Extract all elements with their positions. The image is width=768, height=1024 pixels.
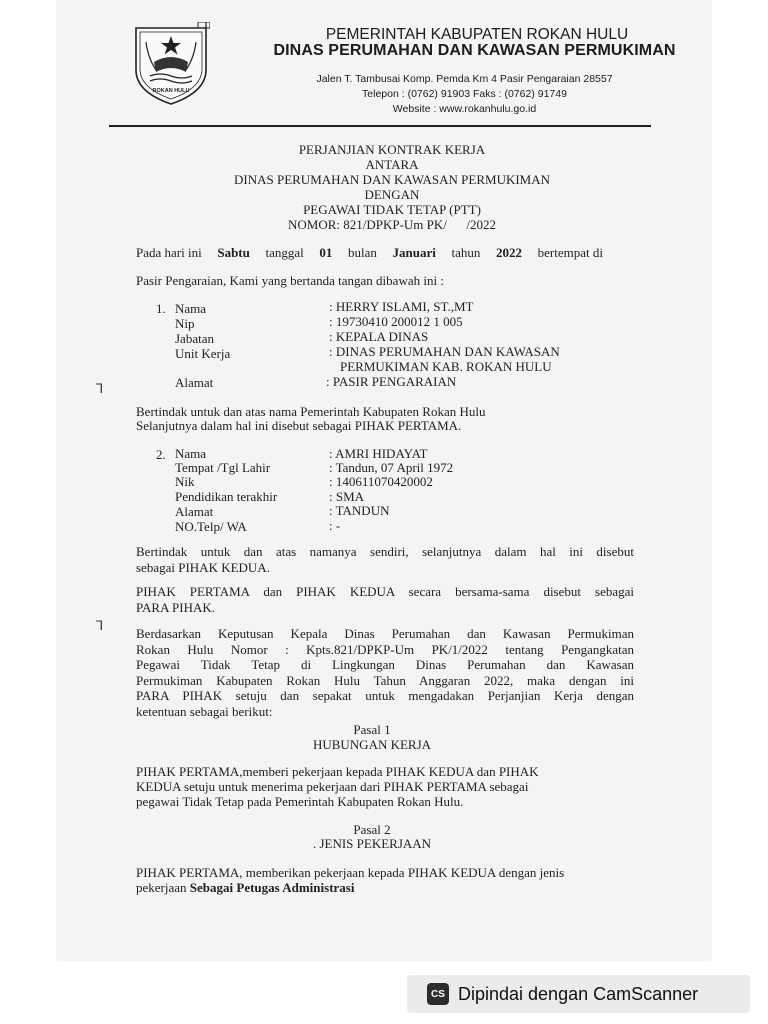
party2-label-ttl: Tempat /Tgl Lahir [175, 460, 271, 475]
berdasarkan-paragraph [136, 626, 634, 719]
scan-mark: ⅂ [96, 618, 104, 633]
party2-label-name: Nama [175, 446, 207, 461]
party1-value-jabatan: : KEPALA DINAS [329, 329, 429, 344]
party2-value-alamat: : TANDUN [329, 503, 390, 518]
party2-label-alamat: Alamat [175, 504, 214, 519]
letterhead-phone: Telepon : (0762) 91903 Faks : (0762) 91749 [362, 88, 567, 100]
pasal1-heading: Pasal 1 [353, 722, 391, 737]
opening-text-5: bertempat di [537, 245, 603, 260]
contract-number: NOMOR: 821/DPKP-Um PK/ /2022 [287, 217, 497, 232]
berdasarkan-line-2: Rokan Hulu Nomor : Kpts.821/DPKP-Um PK/1/2022 tentang Pengangkatan [136, 641, 634, 657]
title-line-4: DENGAN [364, 187, 420, 202]
party1-value-unit-cont: PERMUKIMAN KAB. ROKAN HULU [340, 359, 552, 374]
party2-statement [136, 544, 634, 575]
letterhead-government: PEMERINTAH KABUPATEN ROKAN HULU [325, 26, 629, 43]
title-line-1: PERJANJIAN KONTRAK KERJA [298, 142, 486, 157]
opening-year: 2022 [496, 245, 523, 260]
pasal2-body-1: PIHAK PERTAMA, memberikan pekerjaan kepada PIHAK KEDUA dengan jenis [136, 865, 565, 880]
opening-text-3: bulan [348, 245, 377, 260]
party1-label-nip: Nip [175, 316, 195, 331]
title-line-2: ANTARA [365, 157, 419, 172]
opening-date: 01 [319, 245, 333, 260]
opening-text-2: tanggal [265, 245, 304, 260]
party1-statement-2: Selanjutnya dalam hal ini disebut sebagai PIHAK PERTAMA. [136, 418, 462, 433]
party2-label-nik: Nik [175, 474, 195, 489]
party2-statement-2: sebagai PIHAK KEDUA. [136, 559, 270, 575]
para-pihak-paragraph [136, 584, 634, 615]
camscanner-icon: CS [427, 983, 449, 1005]
party2-label-education: Pendidikan terakhir [175, 489, 278, 504]
document-page [57, 0, 711, 960]
opening-text-4: tahun [451, 245, 481, 260]
opening-line-1 [136, 245, 603, 261]
letterhead-divider [109, 125, 651, 127]
letterhead-address: Jalen T. Tambusai Komp. Pemda Km 4 Pasir Pengaraian 28557 [316, 73, 613, 85]
logo-text: ROKAN HULU [152, 88, 190, 94]
title-line-3: DINAS PERUMAHAN DAN KAWASAN PERMUKIMAN [233, 172, 551, 187]
pasal1-body-1: PIHAK PERTAMA,memberi pekerjaan kepada PIHAK KEDUA dan PIHAK [136, 764, 539, 779]
para-pihak-line-2: PARA PIHAK. [136, 599, 215, 615]
party1-value-alamat: : PASIR PENGARAIAN [326, 374, 457, 389]
party1-value-unit: : DINAS PERUMAHAN DAN KAWASAN [329, 344, 560, 359]
party2-value-name: : AMRI HIDAYAT [329, 446, 428, 461]
party1-label-name: Nama [175, 301, 207, 316]
para-pihak-line-1: PIHAK PERTAMA dan PIHAK KEDUA secara bersama-sama disebut sebagai [136, 584, 634, 599]
party1-number: 1. [156, 301, 166, 316]
party2-number: 2. [156, 447, 166, 462]
pasal2-body-2 [136, 880, 354, 896]
letterhead-agency: DINAS PERUMAHAN DAN KAWASAN PERMUKIMAN [273, 42, 676, 59]
opening-line-2: Pasir Pengaraian, Kami yang bertanda tangan dibawah ini : [136, 273, 444, 288]
berdasarkan-line-3: Pegawai Tidak Tetap di Lingkungan Dinas Perumahan dan Kawasan [136, 657, 634, 672]
party2-statement-1: Bertindak untuk dan atas namanya sendiri, selanjutnya dalam hal ini disebut [136, 544, 634, 559]
pasal2-body-2-prefix: pekerjaan [136, 880, 187, 895]
pasal2-subheading: . JENIS PEKERJAAN [312, 836, 432, 851]
opening-month: Januari [392, 245, 436, 260]
camscanner-label: Dipindai dengan CamScanner [458, 983, 699, 1004]
opening-day: Sabtu [217, 245, 250, 260]
party1-label-alamat: Alamat [175, 375, 214, 390]
regency-logo [132, 22, 210, 106]
scan-mark: ⅂ [96, 381, 104, 396]
party2-value-ttl: : Tandun, 07 April 1972 [329, 460, 454, 475]
title-line-5: PEGAWAI TIDAK TETAP (PTT) [303, 202, 481, 217]
party1-value-name: : HERRY ISLAMI, ST.,MT [329, 299, 474, 314]
party2-value-phone: : - [329, 518, 341, 533]
berdasarkan-line-4: Permukiman Kabupaten Rokan Hulu Tahun Anggaran 2022, maka dengan ini [136, 672, 634, 688]
berdasarkan-line-1: Berdasarkan Keputusan Kepala Dinas Perumahan dan Kawasan Permukiman [136, 626, 634, 641]
berdasarkan-line-5: PARA PIHAK setuju dan sepakat untuk mengadakan Perjanjian Kerja dengan [136, 688, 634, 703]
berdasarkan-line-6: ketentuan sebagai berikut: [136, 703, 273, 719]
opening-text-1: Pada hari ini [136, 245, 202, 260]
party1-statement-1: Bertindak untuk dan atas nama Pemerintah Kabupaten Rokan Hulu [136, 404, 486, 419]
party2-value-education: : SMA [329, 489, 365, 504]
party1-label-unit: Unit Kerja [175, 346, 231, 361]
pasal2-heading: Pasal 2 [353, 822, 391, 837]
party2-label-phone: NO.Telp/ WA [175, 519, 247, 534]
pasal1-body-3: pegawai Tidak Tetap pada Pemerintah Kabupaten Rokan Hulu. [136, 794, 464, 809]
pasal1-subheading: HUBUNGAN KERJA [312, 737, 432, 752]
letterhead-website: Website : www.rokanhulu.go.id [392, 103, 537, 115]
party1-value-nip: : 19730410 200012 1 005 [329, 314, 463, 329]
party1-label-jabatan: Jabatan [175, 331, 214, 346]
camscanner-badge [407, 975, 750, 1013]
party2-value-nik: : 140611070420002 [329, 474, 433, 489]
pasal1-body-2: KEDUA setuju untuk menerima pekerjaan dari PIHAK PERTAMA sebagai [136, 779, 529, 794]
pasal2-job-type: Sebagai Petugas Administrasi [189, 880, 355, 895]
